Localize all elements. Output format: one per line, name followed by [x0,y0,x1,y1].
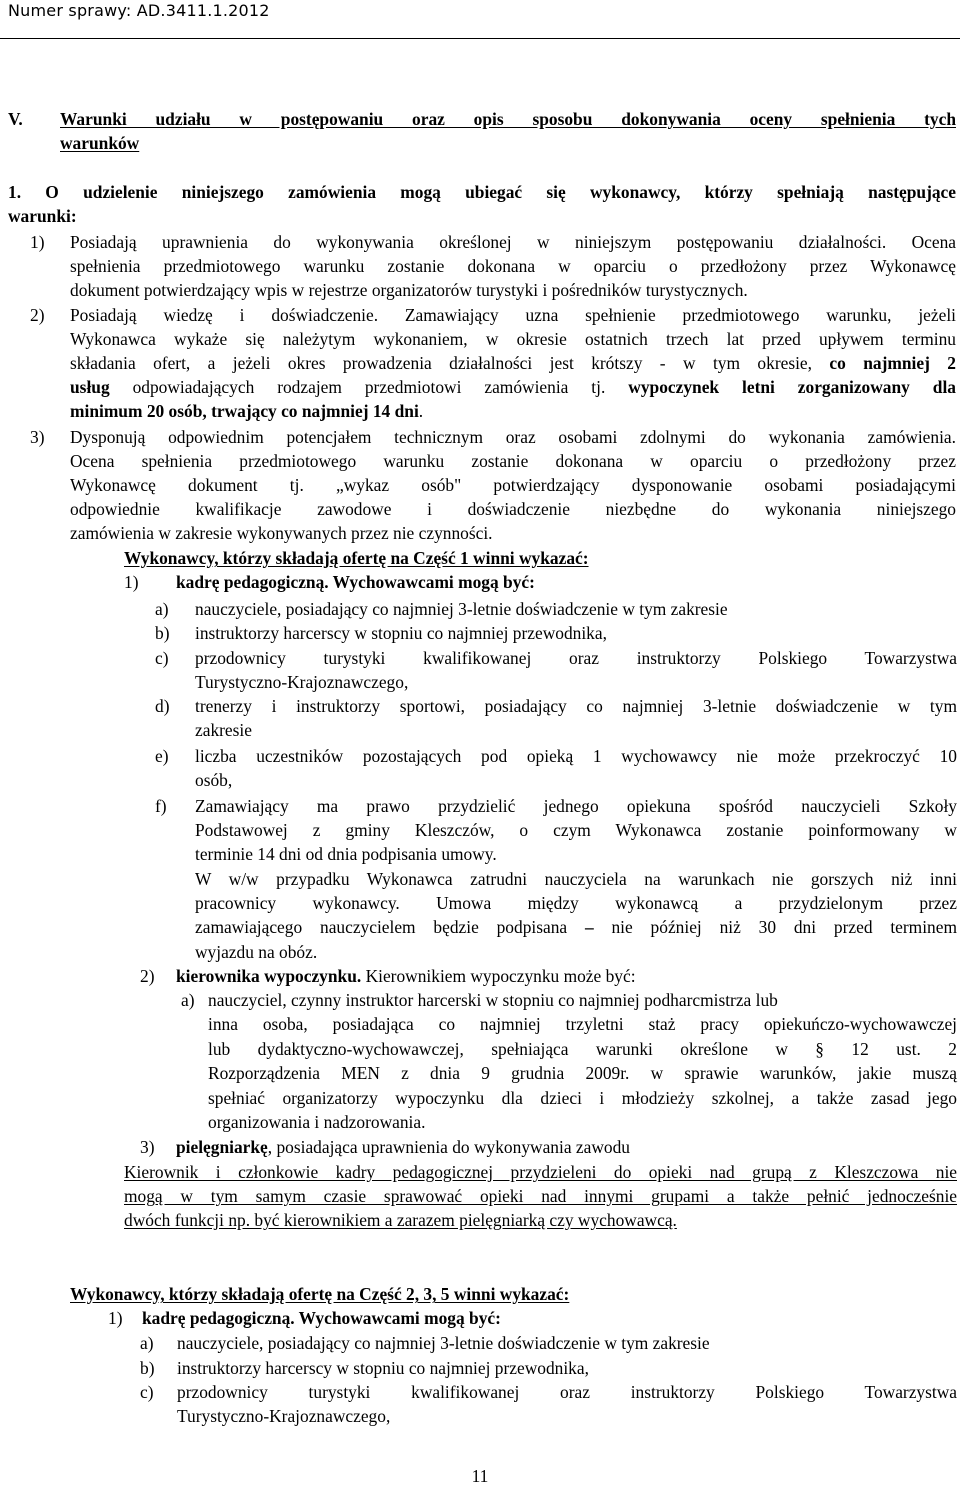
part-1-2a-line-2: inna osoba, posiadająca co najmniej trzyletni staż pracy opiekuńczo-wychowawczej [208,1014,957,1034]
condition-3-label: 3) [30,427,45,447]
part-1-e-line-1: liczba uczestników pozostających pod opieką 1 wychowawcy nie może przekroczyć 10 [195,746,957,766]
part-1-f-line-6: zamawiającego nauczycielem będzie podpisana – nie później niż 30 dni przed terminem [195,917,957,937]
condition-3-line-1: Dysponują odpowiednim potencjałem technicznym oraz osobami zdolnymi do wykonania zamówienia. [70,427,956,447]
part-1-a-label: a) [155,599,169,619]
part-1-heading: Wykonawcy, którzy składają ofertę na Część 1 winni wykazać: [124,548,589,568]
part-1-2a-line-5: spełniać organizatorzy wypoczynku dla dzieci i młodzieży szkolnej, a także zasad jego [208,1088,957,1108]
part-1-f-label: f) [155,796,167,816]
section-title-line-2: warunków [60,133,140,153]
condition-2-line-2: Wykonawca wykaże się należytym wykonaniem, w okresie ostatnich trzech lat przed upływem terminu [70,329,956,349]
part-1-d-label: d) [155,696,170,716]
part-2-a-label: a) [140,1333,154,1353]
condition-3-line-4: odpowiednie kwalifikacje zawodowe i doświadczenie niezbędne do wykonania niniejszego [70,499,956,519]
part-1-2a-line-1: nauczyciel, czynny instruktor harcerski w stopniu co najmniej podharcmistrza lub [208,990,778,1010]
part-2-heading: Wykonawcy, którzy składają ofertę na Część 2, 3, 5 winni wykazać: [70,1284,570,1304]
part-2-item-1-label: 1) [108,1308,123,1328]
section-title-line-1: Warunki udziału w postępowaniu oraz opis sposobu dokonywania oceny spełnienia tych [60,109,956,129]
part-1-2a-line-6: organizowania i nadzorowania. [208,1112,426,1132]
part-1-2a-line-4: Rozporządzenia MEN z dnia 9 grudnia 2009r. w sprawie warunków, jakie muszą [208,1063,957,1083]
part-1-b-text: instruktorzy harcerscy w stopniu co najmniej przewodnika, [195,623,607,643]
part-1-note-line-1: Kierownik i członkowie kadry pedagogicznej przydzieleni do opieki nad grupą z Kleszczowa nie [124,1162,957,1182]
header-rule [0,38,960,39]
part-2-a-text: nauczyciele, posiadający co najmniej 3-letnie doświadczenie w tym zakresie [177,1333,710,1353]
case-number-header: Numer sprawy: AD.3411.1.2012 [8,1,270,20]
part-1-f-line-5: pracownicy wykonawcy. Umowa między wykonawcą a przydzielonym przez [195,893,957,913]
condition-2-label: 2) [30,305,45,325]
part-1-item-2-text: kierownika wypoczynku. Kierownikiem wypoczynku może być: [176,966,636,986]
section-number: V. [8,109,23,129]
part-1-c-line-1: przodownicy turystyki kwalifikowanej oraz instruktorzy Polskiego Towarzystwa [195,648,957,668]
part-1-item-3-label: 3) [140,1137,155,1157]
condition-1-line-1: Posiadają uprawnienia do wykonywania określonej w niniejszym postępowaniu działalności. Ocena [70,232,956,252]
condition-3-line-5: zamówienia w zakresie wykonywanych przez nie czynności. [70,523,493,543]
part-1-d-line-2: zakresie [195,720,252,740]
part-1-note-line-3: dwóch funkcji np. być kierownikiem a zarazem pielęgniarką czy wychowawcą. [124,1210,677,1230]
part-1-2a-label: a) [181,990,195,1010]
part-2-item-1-text: kadrę pedagogiczną. Wychowawcami mogą być: [142,1308,501,1328]
part-1-f-line-1: Zamawiający ma prawo przydzielić jednego opiekuna spośród nauczycieli Szkoły [195,796,957,816]
part-1-c-line-2: Turystyczno-Krajoznawczego, [195,672,409,692]
p1-line-2: warunki: [8,206,77,226]
condition-1-line-3: dokument potwierdzający wpis w rejestrze organizatorów turystyki i pośredników turystycznych. [70,280,748,300]
part-1-e-line-2: osób, [195,770,233,790]
part-1-item-1-label: 1) [124,572,139,592]
part-1-c-label: c) [155,648,169,668]
part-1-item-3-text: pielęgniarkę, posiadająca uprawnienia do wykonywania zawodu [176,1137,630,1157]
part-2-c-line-1: przodownicy turystyki kwalifikowanej oraz instruktorzy Polskiego Towarzystwa [177,1382,957,1402]
part-1-item-1-text: kadrę pedagogiczną. Wychowawcami mogą być: [176,572,535,592]
part-2-c-line-2: Turystyczno-Krajoznawczego, [177,1406,391,1426]
condition-2-line-4: usług odpowiadających rodzajem przedmiotowi zamówienia tj. wypoczynek letni zorganizowany dla [70,377,956,397]
part-1-note-line-2: mogą w tym samym czasie sprawować opieki nad innymi grupami a także pełnić jednocześnie [124,1186,957,1206]
condition-1-line-2: spełnienia przedmiotowego warunku zostanie dokonana w oparciu o przedłożony przez Wykonawcę [70,256,956,276]
part-2-b-label: b) [140,1358,155,1378]
p1-line-1: 1. O udzielenie niniejszego zamówienia mogą ubiegać się wykonawcy, którzy spełniają następujące [8,182,956,202]
part-1-item-2-label: 2) [140,966,155,986]
condition-1-label: 1) [30,232,45,252]
part-1-f-line-3: terminie 14 dni od dnia podpisania umowy. [195,844,497,864]
condition-2-line-5: minimum 20 osób, trwający co najmniej 14 dni. [70,401,424,421]
part-1-2a-line-3: lub dydaktyczno-wychowawczej, spełniająca warunki określone w § 12 ust. 2 [208,1039,957,1059]
part-1-e-label: e) [155,746,169,766]
page-number: 11 [471,1466,489,1486]
condition-2-line-3: składania ofert, a jeżeli okres prowadzenia działalności jest krótszy - w tym okresie, co najmniej 2 [70,353,956,373]
condition-3-line-2: Ocena spełnienia przedmiotowego warunku zostanie dokonana w oparciu o przedłożony przez [70,451,956,471]
part-1-f-line-7: wyjazdu na obóz. [195,942,318,962]
part-1-d-line-1: trenerzy i instruktorzy sportowi, posiadający co najmniej 3-letnie doświadczenie w tym [195,696,957,716]
part-1-f-line-4: W w/w przypadku Wykonawca zatrudni nauczyciela na warunkach nie gorszych niż inni [195,869,957,889]
part-1-a-text: nauczyciele, posiadający co najmniej 3-letnie doświadczenie w tym zakresie [195,599,728,619]
condition-2-line-1: Posiadają wiedzę i doświadczenie. Zamawiający uzna spełnienie przedmiotowego warunku, jeżeli [70,305,956,325]
condition-3-line-3: Wykonawcę dokument tj. „wykaz osób" potwierdzający dysponowanie osobami posiadającymi [70,475,956,495]
part-1-f-line-2: Podstawowej z gminy Kleszczów, o czym Wykonawca zostanie poinformowany w [195,820,957,840]
part-2-c-label: c) [140,1382,154,1402]
part-1-b-label: b) [155,623,170,643]
part-2-b-text: instruktorzy harcerscy w stopniu co najmniej przewodnika, [177,1358,589,1378]
